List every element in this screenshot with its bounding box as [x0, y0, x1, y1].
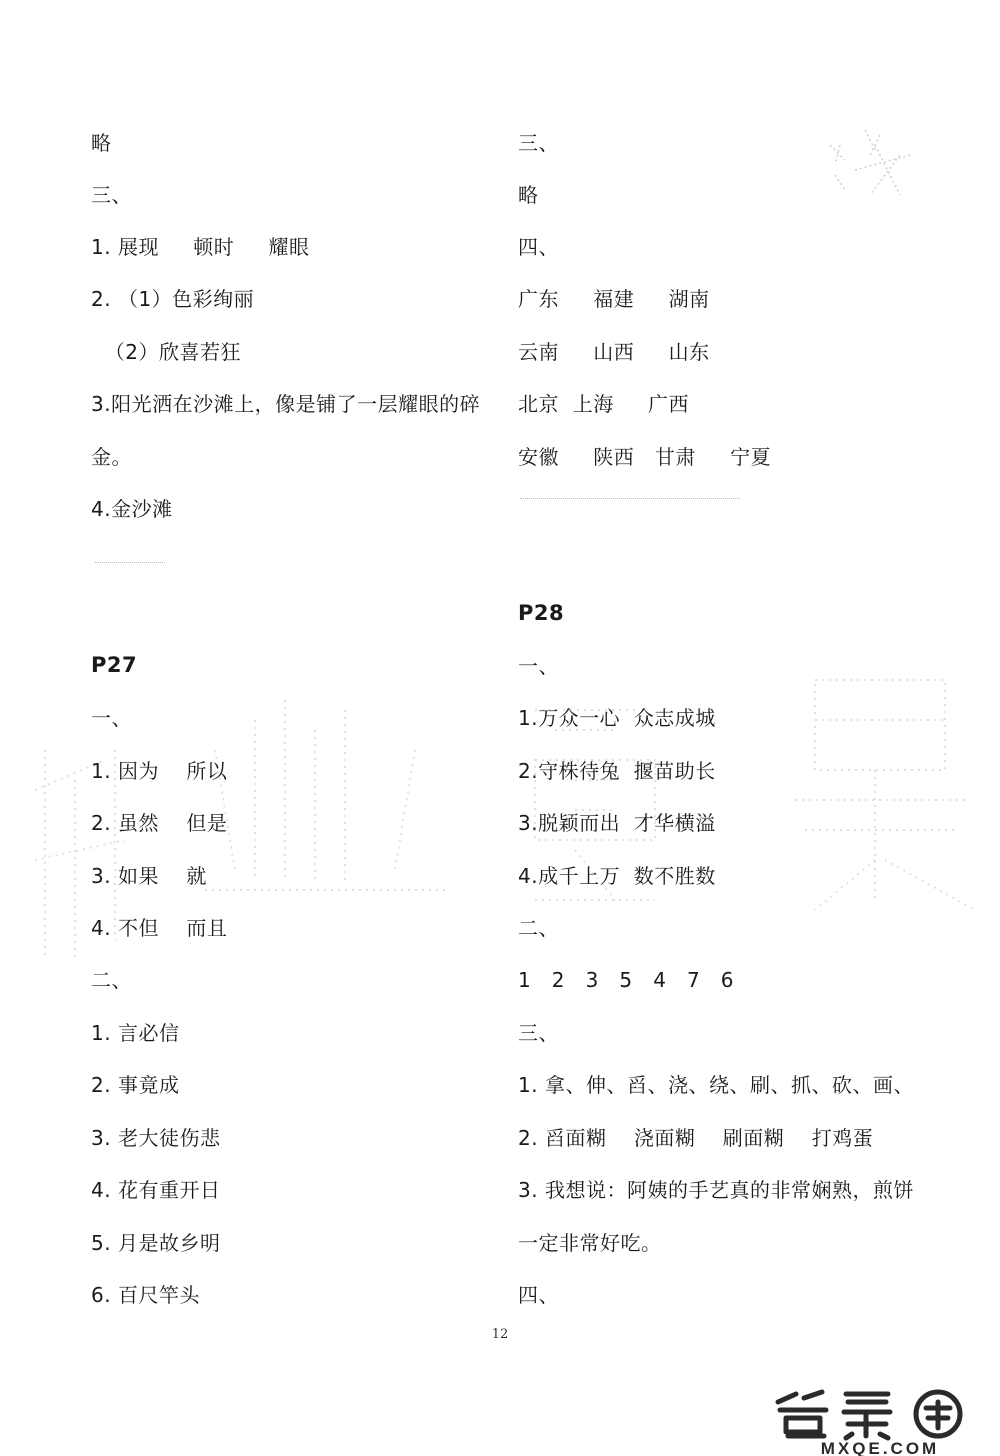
corner-stamp [815, 115, 925, 215]
answer-line: 1. 因为 所以 [91, 759, 228, 783]
answer-line: 4.成千上万 数不胜数 [518, 864, 716, 888]
answer-line: 安徽 陕西 甘肃 宁夏 [518, 445, 772, 469]
answer-line: 4. 花有重开日 [91, 1178, 221, 1202]
answer-line: （2）欣喜若狂 [91, 340, 241, 364]
answer-line: 一定非常好吃。 [518, 1231, 662, 1255]
answer-line: 2. （1）色彩绚丽 [91, 287, 255, 311]
answer-line: 金。 [91, 445, 132, 469]
faint-divider [520, 498, 740, 499]
section-header: 一、 [91, 706, 132, 730]
answer-line: 3. 如果 就 [91, 864, 207, 888]
answer-line: 北京 上海 广西 [518, 392, 690, 416]
answer-line: 1.万众一心 众志成城 [518, 706, 716, 730]
section-header: 三、 [518, 131, 559, 155]
answer-line: 云南 山西 山东 [518, 340, 710, 364]
section-header: 四、 [518, 1283, 559, 1307]
section-header: 二、 [91, 968, 132, 992]
section-header: 四、 [518, 235, 559, 259]
answer-line: 略 [518, 183, 539, 207]
page-heading: P27 [91, 653, 138, 677]
svg-text:MXQE.COM: MXQE.COM [820, 1439, 940, 1456]
answer-line: 3.脱颖而出 才华横溢 [518, 811, 716, 835]
page-number: 12 [491, 1327, 509, 1342]
answer-line: 1. 拿、伸、舀、浇、绕、刷、抓、砍、画、 [518, 1073, 914, 1097]
answer-line: 6. 百尺竿头 [91, 1283, 200, 1307]
answer-line: 5. 月是故乡明 [91, 1231, 221, 1255]
site-logo [768, 1388, 994, 1456]
answer-line: 2. 事竟成 [91, 1073, 180, 1097]
answer-line: 2. 舀面糊 浇面糊 刷面糊 打鸡蛋 [518, 1126, 874, 1150]
section-header: 一、 [518, 654, 559, 678]
answer-line: 3. 老大徒伤悲 [91, 1126, 221, 1150]
answer-line: 1. 言必信 [91, 1021, 180, 1045]
answer-line: 4. 不但 而且 [91, 916, 228, 940]
answer-line: 广东 福建 湖南 [518, 287, 710, 311]
answer-line: 略 [91, 131, 112, 155]
answer-line: 3. 我想说：阿姨的手艺真的非常娴熟，煎饼 [518, 1178, 914, 1202]
answer-line: 1 2 3 5 4 7 6 [518, 968, 735, 992]
answer-line: 2. 虽然 但是 [91, 811, 228, 835]
section-header: 三、 [91, 183, 132, 207]
answer-line: 4.金沙滩 [91, 497, 173, 521]
page-heading: P28 [518, 601, 565, 625]
answer-line: 2.守株待兔 揠苗助长 [518, 759, 716, 783]
faint-mark [95, 562, 165, 563]
section-header: 二、 [518, 916, 559, 940]
answer-line: 1. 展现 顿时 耀眼 [91, 235, 310, 259]
section-header: 三、 [518, 1021, 559, 1045]
answer-line: 3.阳光洒在沙滩上，像是铺了一层耀眼的碎 [91, 392, 481, 416]
